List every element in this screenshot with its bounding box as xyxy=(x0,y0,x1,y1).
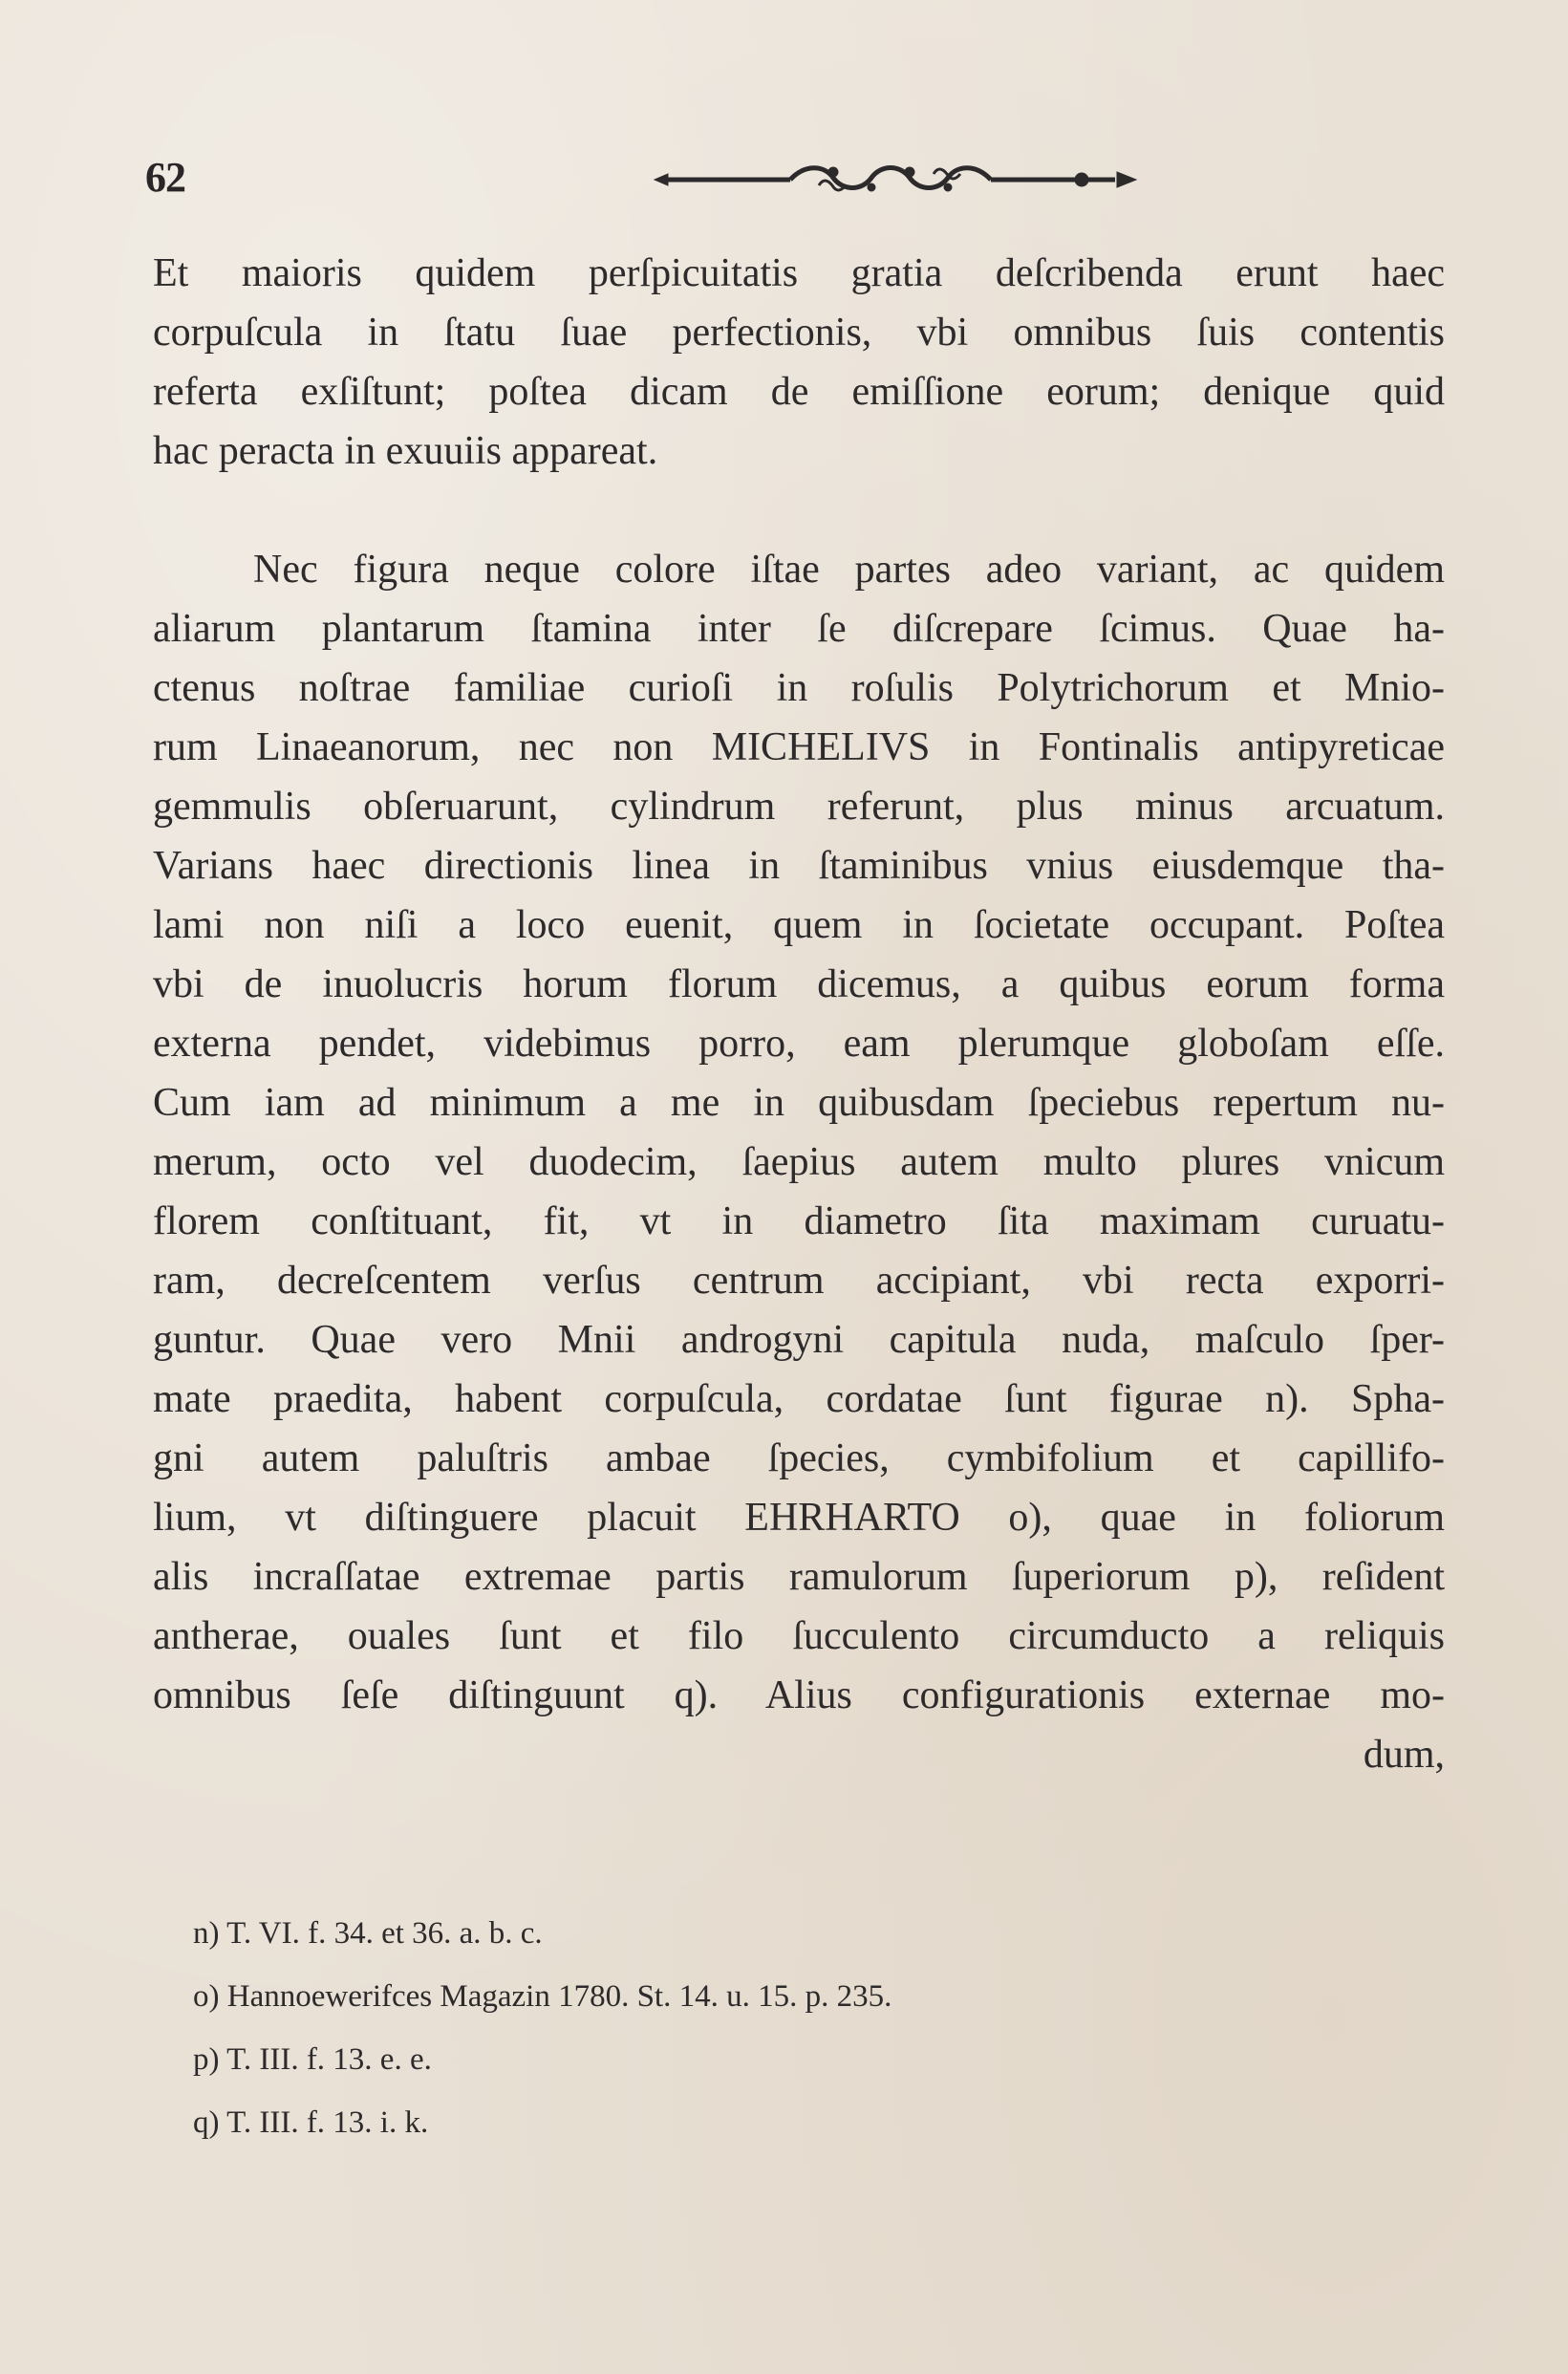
text-line: corpuſcula in ſtatu ſuae perfectionis, vbi omnibus ſuis contentis xyxy=(153,311,1445,355)
text-line: hac peracta in exuuiis appareat. xyxy=(153,429,658,473)
footnote: n) T. VI. f. 34. et 36. a. b. c. xyxy=(193,1916,543,1951)
text-line: antherae, ouales ſunt et filo ſucculento circumducto a reliquis xyxy=(153,1614,1445,1658)
text-line: guntur. Quae vero Mnii androgyni capitula nuda, maſculo ſper- xyxy=(153,1318,1445,1362)
text-line: Cum iam ad minimum a me in quibusdam ſpeciebus repertum nu- xyxy=(153,1081,1445,1125)
text-line: Nec figura neque colore iſtae partes adeo variant, ac quidem xyxy=(253,548,1445,592)
text-line: aliarum plantarum ſtamina inter ſe diſcrepare ſcimus. Quae ha- xyxy=(153,607,1445,651)
footnotes xyxy=(193,1902,1244,2154)
paragraph-gap xyxy=(153,481,1445,540)
text-line: alis incraſſatae extremae partis ramulorum ſuperiorum p), reſident xyxy=(153,1555,1445,1599)
text-line: omnibus ſeſe diſtinguunt q). Alius configurationis externae mo- xyxy=(153,1673,1445,1717)
text-line: ram, decreſcentem verſus centrum accipiant, vbi recta exporri- xyxy=(153,1259,1445,1303)
decorative-ornament-icon xyxy=(647,161,1144,199)
text-line: referta exſiſtunt; poſtea dicam de emiſſione eorum; denique quid xyxy=(153,370,1445,414)
text-line: Et maioris quidem perſpicuitatis gratia deſcribenda erunt haec xyxy=(153,251,1445,295)
text-line: lami non niſi a loco euenit, quem in ſocietate occupant. Poſtea xyxy=(153,903,1445,947)
footnote: o) Hannoewerifces Magazin 1780. St. 14. u. 15. p. 235. xyxy=(193,1979,892,2014)
text-line: lium, vt diſtinguere placuit EHRHARTO o), quae in foliorum xyxy=(153,1496,1445,1540)
text-line: vbi de inuolucris horum florum dicemus, a quibus eorum forma xyxy=(153,962,1445,1006)
text-line: gemmulis obſeruarunt, cylindrum referunt, plus minus arcuatum. xyxy=(153,785,1445,829)
catchword: dum, xyxy=(1363,1733,1445,1777)
text-line: merum, octo vel duodecim, ſaepius autem multo plures vnicum xyxy=(153,1140,1445,1184)
text-line: ctenus noſtrae familiae curioſi in roſulis Polytrichorum et Mnio- xyxy=(153,666,1445,710)
page-header xyxy=(145,153,1464,210)
footnote: q) T. III. f. 13. i. k. xyxy=(193,2105,429,2140)
footnote: p) T. III. f. 13. e. e. xyxy=(193,2042,432,2077)
text-line: rum Linaeanorum, nec non MICHELIVS in Fontinalis antipyreticae xyxy=(153,725,1445,769)
main-text xyxy=(153,244,1445,1784)
text-line: externa pendet, videbimus porro, eam plerumque globoſam eſſe. xyxy=(153,1022,1445,1066)
page-number: 62 xyxy=(145,154,185,201)
text-line: florem conſtituant, fit, vt in diametro ſita maximam curuatu- xyxy=(153,1199,1445,1243)
text-line: gni autem paluſtris ambae ſpecies, cymbifolium et capillifo- xyxy=(153,1436,1445,1480)
text-line: mate praedita, habent corpuſcula, cordatae ſunt figurae n). Spha- xyxy=(153,1377,1445,1421)
text-line: Varians haec directionis linea in ſtaminibus vnius eiusdemque tha- xyxy=(153,844,1445,888)
